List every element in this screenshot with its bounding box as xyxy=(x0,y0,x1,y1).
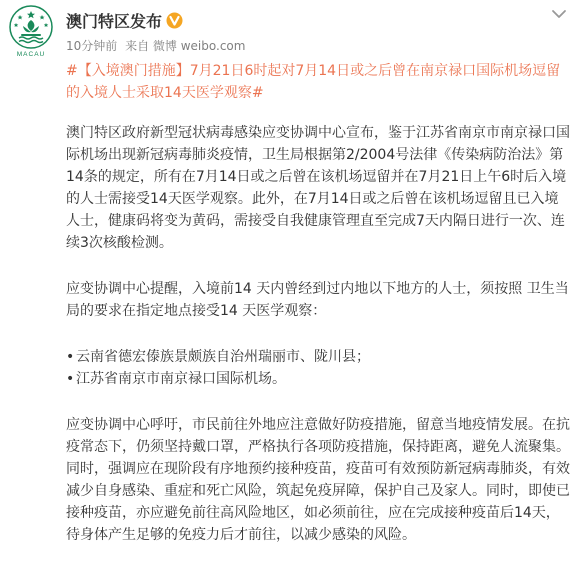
author-name[interactable]: 澳门特区发布 xyxy=(66,11,163,31)
verified-icon xyxy=(166,12,183,29)
post-source[interactable]: 来自 微博 weibo.com xyxy=(125,39,246,53)
paragraph-announcement: 澳门特区政府新型冠状病毒感染应变协调中心宣布，鉴于江苏省南京市南京禄口国际机场出现新冠病毒肺炎疫情，卫生局根据第2/2004号法律《传染病防治法》第14条的规定，所有在7月14日或之后曾在该机场逗留并在7月21日上午6时后入境的人士需接受14天医学观察。此外，在7月14日或之后曾在该机场逗留且已入境人士，健康码将变为黄码，需接受自我健康管理直至完成7天内隔日进行一次、连续3次核酸检测。 xyxy=(66,125,570,251)
avatar-caption: MACAU xyxy=(16,51,46,58)
author-block xyxy=(66,7,183,33)
paragraph-appeal: 应变协调中心呼吁，市民前往外地应注意做好防疫措施，留意当地疫情发展。在抗疫常态下，仍须坚持戴口罩，严格执行各项防疫措施，保持距离，避免人流聚集。同时，强调应在现阶段有序地预约接种疫苗，疫苗可有效预防新冠病毒肺炎，有效减少自身感染、重症和死亡风险，筑起免疫屏障，保护自己及家人。同时，即使已接种疫苗，亦应避免前往高风险地区，如必须前往，应在完成接种疫苗后14天，待身体产生足够的免疫力后才前往，以减少感染的风险。 xyxy=(66,417,570,543)
post-time[interactable]: 10分钟前 xyxy=(66,39,118,53)
post-content xyxy=(66,60,571,570)
affected-areas-list xyxy=(66,346,571,390)
paragraph-reminder: 应变协调中心提醒，入境前14 天内曾经到过内地以下地方的人士，须按照 卫生当局的要求在指定地点接受14 天医学观察： xyxy=(66,281,569,319)
macau-emblem-icon xyxy=(6,4,56,58)
topic-link[interactable]: #【入境澳门措施】7月21日6时起对7月14日或之后曾在南京禄口国际机场逗留的入境人士采取14天医学观察# xyxy=(66,63,561,101)
post-meta xyxy=(66,37,249,54)
list-item: • 江苏省南京市南京禄口国际机场。 xyxy=(66,368,571,390)
chevron-down-icon[interactable] xyxy=(551,6,567,20)
post-header xyxy=(0,0,577,62)
avatar[interactable] xyxy=(6,4,56,58)
list-item: • 云南省德宏傣族景颇族自治州瑞丽市、陇川县； xyxy=(66,346,571,368)
